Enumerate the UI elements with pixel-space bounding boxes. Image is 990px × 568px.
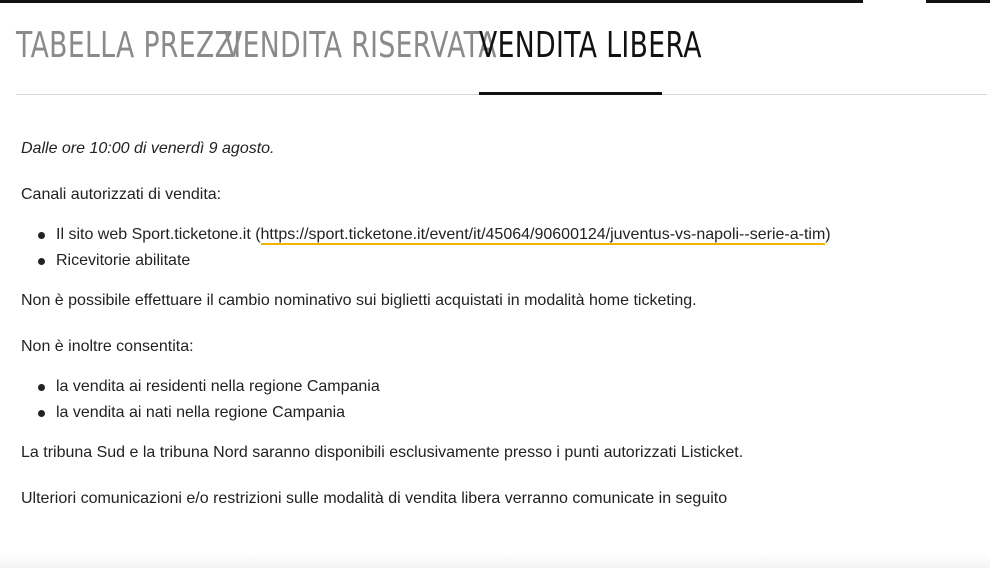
no-name-change-text: Non è possibile effettuare il cambio nominativo sui biglietti acquistati in modalità home ticketing. — [21, 292, 697, 309]
tab-label: VENDITA LIBERA — [479, 25, 702, 66]
bullet-icon — [38, 384, 45, 391]
list-item — [56, 248, 971, 274]
list-item — [56, 400, 971, 426]
restriction-text: la vendita ai residenti nella regione Campania — [56, 378, 380, 395]
bullet-icon — [38, 410, 45, 417]
active-tab-indicator — [479, 92, 662, 95]
tab-content — [21, 136, 971, 532]
ricevitorie-text: Ricevitorie abilitate — [56, 252, 191, 269]
bottom-fade — [0, 554, 990, 568]
sale-start-text: Dalle ore 10:00 di venerdì 9 agosto. — [21, 140, 275, 157]
list-item — [56, 222, 971, 248]
restriction-text: la vendita ai nati nella regione Campania — [56, 404, 346, 421]
web-channel-suffix: ) — [825, 226, 831, 243]
tribune-text: La tribuna Sud e la tribuna Nord saranno disponibili esclusivamente presso i punti autorizzati Listicket. — [21, 444, 744, 461]
tab-label: VENDITA RISERVATA — [224, 25, 497, 66]
channels-heading: Canali autorizzati di vendita: — [21, 186, 222, 203]
not-allowed-heading: Non è inoltre consentita: — [21, 338, 194, 355]
top-divider-right — [926, 0, 990, 3]
bullet-icon — [38, 258, 45, 265]
ticketone-link[interactable]: https://sport.ticketone.it/event/it/45064/90600124/juventus-vs-napoli--serie-a-tim — [260, 226, 826, 243]
tab-label: TABELLA PREZZI — [16, 25, 242, 66]
restrictions-list — [21, 374, 971, 426]
tab-vendita-riservata[interactable] — [224, 25, 497, 94]
tab-bar — [16, 26, 987, 95]
tab-vendita-libera[interactable] — [479, 25, 702, 94]
list-item — [56, 374, 971, 400]
web-channel-prefix: Il sito web Sport.ticketone.it ( — [56, 226, 261, 243]
bullet-icon — [38, 232, 45, 239]
top-divider — [0, 0, 863, 3]
channels-list — [21, 222, 971, 274]
tab-tabella-prezzi[interactable] — [16, 25, 242, 94]
further-info-text: Ulteriori comunicazioni e/o restrizioni sulle modalità di vendita libera verranno comunicate in seguito — [21, 490, 728, 507]
